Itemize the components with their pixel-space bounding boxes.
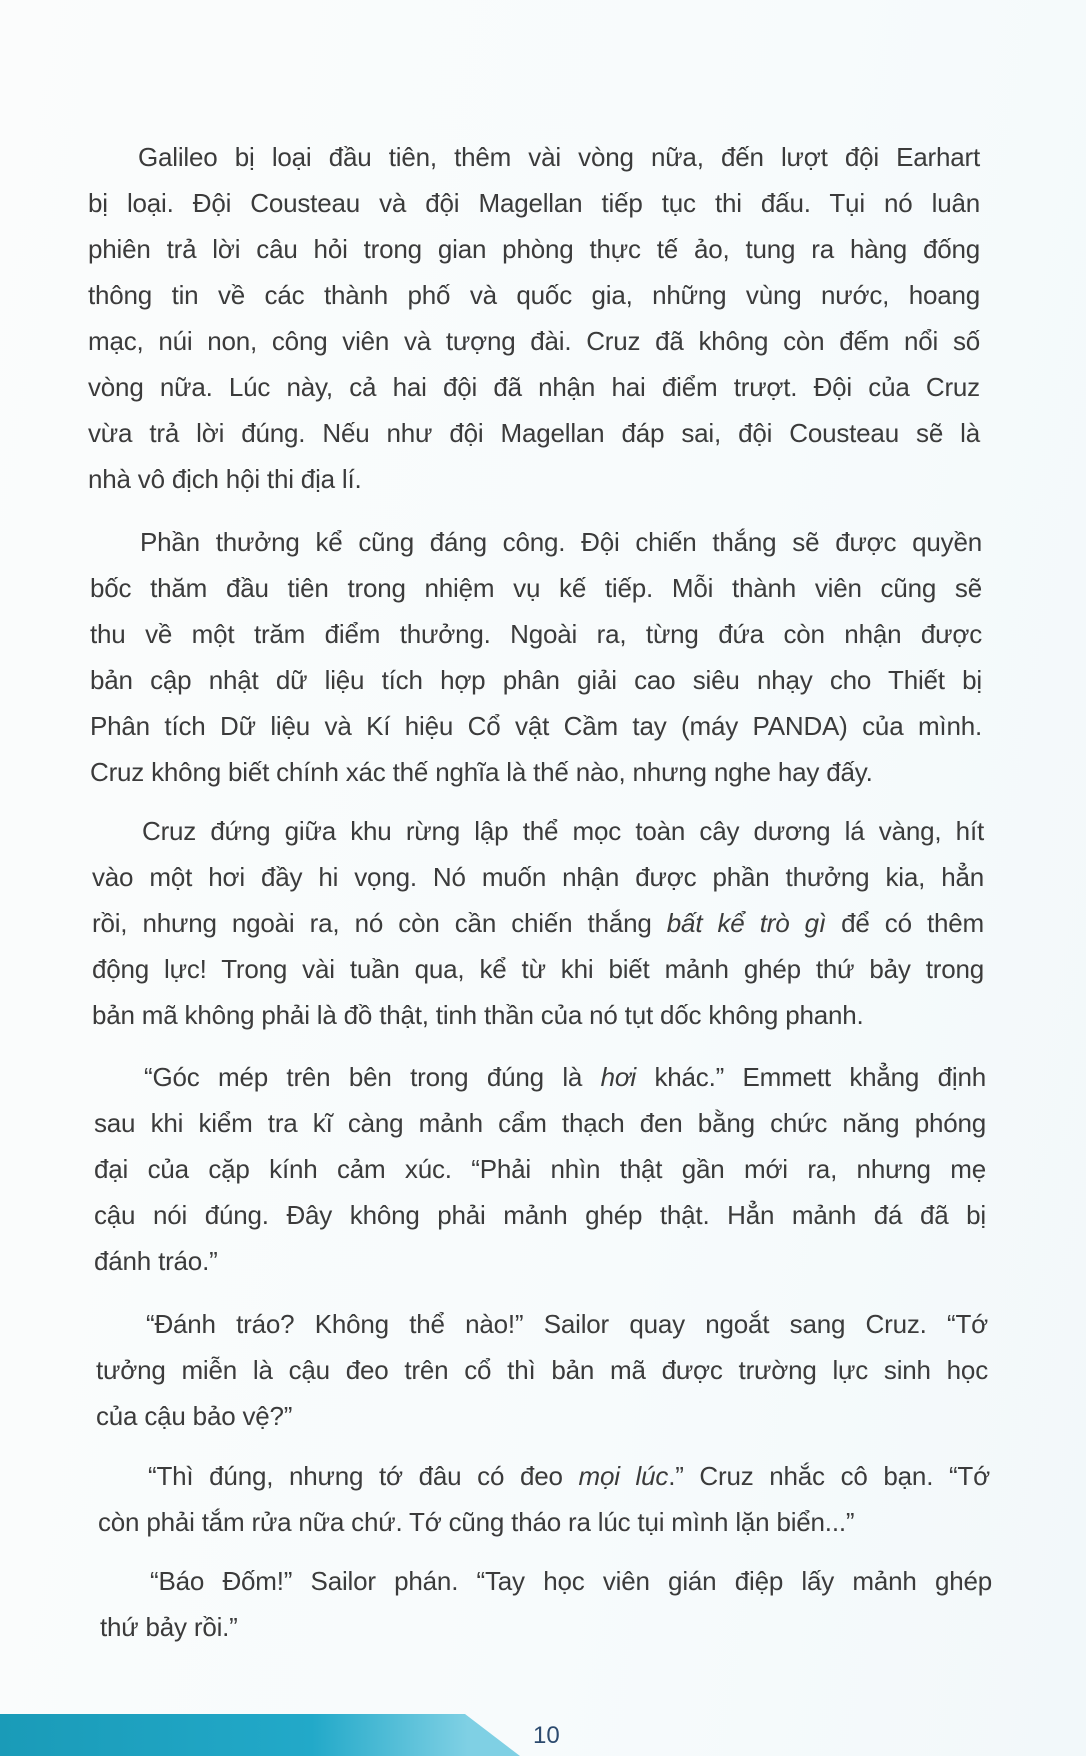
- text-line: [94, 1054, 986, 1100]
- text-line: vừa trả lời đúng. Nếu như đội Magellan đáp sai, đội Cousteau sẽ là: [88, 418, 980, 448]
- text-line: phiên trả lời câu hỏi trong gian phòng thực tế ảo, tung ra hàng đống: [88, 234, 980, 264]
- text-line: thông tin về các thành phố và quốc gia, những vùng nước, hoang: [88, 280, 980, 310]
- text-line: mạc, núi non, công viên và tượng đài. Cruz đã không còn đếm nổi số: [88, 326, 980, 356]
- text-line: đại của cặp kính cảm xúc. “Phải nhìn thật gần mới ra, nhưng mẹ: [94, 1154, 986, 1184]
- text-line: Cruz không biết chính xác thế nghĩa là thế nào, nhưng nghe hay đấy.: [90, 757, 873, 787]
- text-segment: “Thì đúng, nhưng tớ đâu có đeo: [148, 1461, 579, 1491]
- text-line: [92, 900, 984, 946]
- text-segment: “Góc mép trên bên trong đúng là: [144, 1062, 601, 1092]
- paragraph: [88, 134, 980, 502]
- text-line: Galileo bị loại đầu tiên, thêm vài vòng nữa, đến lượt đội Earhart: [138, 142, 980, 172]
- text-segment: khác.” Emmett khẳng định: [636, 1062, 986, 1092]
- text-segment: .” Cruz nhắc cô bạn. “Tớ: [668, 1461, 990, 1491]
- text-line: bị loại. Đội Cousteau và đội Magellan tiếp tục thi đấu. Tụi nó luân: [88, 188, 980, 218]
- italic-text: hơi: [600, 1062, 636, 1092]
- text-line: bản cập nhật dữ liệu tích hợp phân giải cao siêu nhạy cho Thiết bị: [90, 665, 982, 695]
- text-line: bản mã không phải là đồ thật, tinh thần của nó tụt dốc không phanh.: [92, 1000, 864, 1030]
- text-line: sau khi kiểm tra kĩ càng mảnh cẩm thạch đen bằng chức năng phóng: [94, 1108, 986, 1138]
- text-segment: để có thêm: [825, 908, 984, 938]
- text-line: “Đánh tráo? Không thể nào!” Sailor quay ngoắt sang Cruz. “Tớ: [146, 1309, 988, 1339]
- paragraph: [100, 1558, 992, 1650]
- italic-text: bất kể trò gì: [666, 908, 826, 938]
- text-line: vòng nữa. Lúc này, cả hai đội đã nhận hai điểm trượt. Đội của Cruz: [88, 372, 980, 402]
- paragraph: [92, 808, 984, 1038]
- text-segment: rồi, nhưng ngoài ra, nó còn cần chiến thắng: [92, 908, 667, 938]
- text-line: vào một hơi đầy hi vọng. Nó muốn nhận được phần thưởng kia, hẳn: [92, 862, 984, 892]
- text-line: cậu nói đúng. Đây không phải mảnh ghép thật. Hẳn mảnh đá đã bị: [94, 1200, 986, 1230]
- paragraph: [98, 1453, 990, 1545]
- paragraph: [94, 1054, 986, 1284]
- text-line: nhà vô địch hội thi địa lí.: [88, 464, 362, 494]
- text-line: Phân tích Dữ liệu và Kí hiệu Cổ vật Cầm tay (máy PANDA) của mình.: [90, 711, 982, 741]
- text-line: thứ bảy rồi.”: [100, 1612, 238, 1642]
- text-line: “Báo Đốm!” Sailor phán. “Tay học viên gián điệp lấy mảnh ghép: [150, 1566, 992, 1596]
- text-line: Cruz đứng giữa khu rừng lập thể mọc toàn cây dương lá vàng, hít: [142, 816, 984, 846]
- paragraph: [90, 519, 982, 795]
- text-line: của cậu bảo vệ?”: [96, 1401, 293, 1431]
- page-number: 10: [533, 1722, 560, 1749]
- text-line: tưởng miễn là cậu đeo trên cổ thì bản mã được trường lực sinh học: [96, 1355, 988, 1385]
- text-line: thu về một trăm điểm thưởng. Ngoài ra, từng đứa còn nhận được: [90, 619, 982, 649]
- text-line: bốc thăm đầu tiên trong nhiệm vụ kế tiếp. Mỗi thành viên cũng sẽ: [90, 573, 982, 603]
- text-line: động lực! Trong vài tuần qua, kể từ khi biết mảnh ghép thứ bảy trong: [92, 954, 984, 984]
- paragraph: [96, 1301, 988, 1439]
- decorative-footer-banner: [0, 1714, 520, 1756]
- text-line: Phần thưởng kể cũng đáng công. Đội chiến thắng sẽ được quyền: [140, 527, 982, 557]
- text-line: đánh tráo.”: [94, 1246, 218, 1276]
- italic-text: mọi lúc: [578, 1461, 669, 1491]
- text-line: còn phải tắm rửa nữa chứ. Tớ cũng tháo ra lúc tụi mình lặn biển...”: [98, 1507, 855, 1537]
- text-line: [98, 1453, 990, 1499]
